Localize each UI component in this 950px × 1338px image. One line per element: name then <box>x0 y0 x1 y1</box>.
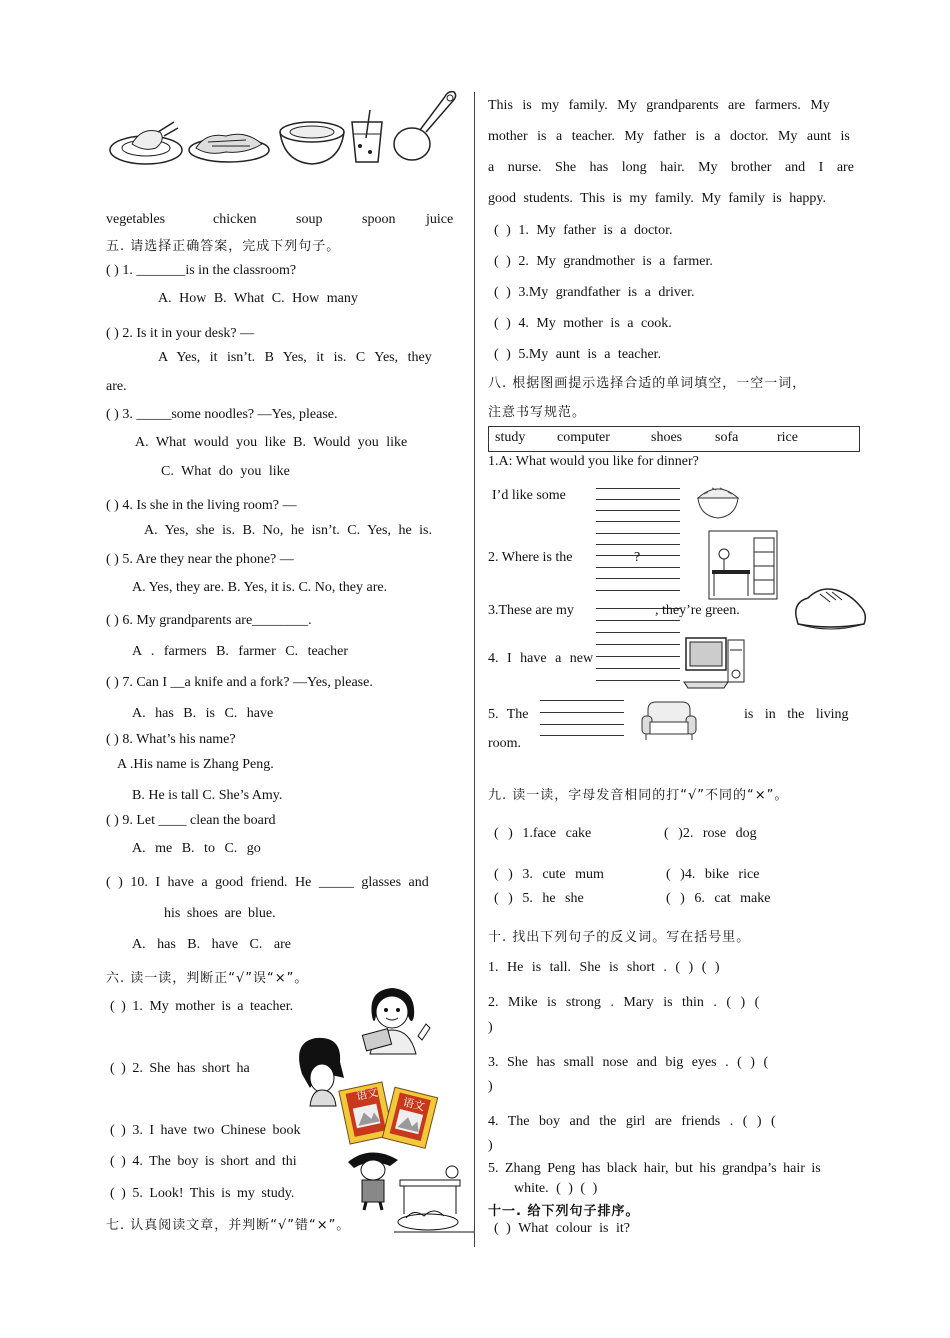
s10-question-5-cont: white. ( ) ( ) <box>514 1181 598 1196</box>
s8-question-3: 3.These are my <box>488 603 574 618</box>
s5-question-7: ( ) 7. Can I __a knife and a fork? —Yes, please. <box>106 675 373 690</box>
word-bank-rice: rice <box>777 430 798 445</box>
s7-item-2: ( ) 2. My grandmother is a farmer. <box>494 254 713 269</box>
s5-question-3-options: A. What would you like B. Would you like <box>135 435 408 450</box>
s9-row-1a: ( ) 1.face cake <box>494 826 592 841</box>
s6-item-4: ( ) 4. The boy is short and thi <box>110 1154 297 1169</box>
s8-question-5b: is in the living <box>744 707 849 722</box>
column-divider <box>474 92 475 1247</box>
s9-row-2a: ( ) 3. cute mum <box>494 867 604 882</box>
soup-bowl-image <box>278 118 346 168</box>
s8-question-5a: 5. The <box>488 707 529 722</box>
s5-question-2-options: A Yes, it isn’t. B Yes, it is. C Yes, they <box>158 350 432 365</box>
s9-row-3b: ( ) 6. cat make <box>666 891 771 906</box>
passage-line-4: good students. This is my family. My family is happy. <box>488 191 827 206</box>
s5-question-10-cont: his shoes are blue. <box>164 906 276 921</box>
passage-line-2: mother is a teacher. My father is a doctor. My aunt is <box>488 129 850 144</box>
s8-question-4: 4. I have a new <box>488 651 594 666</box>
food-label-vegetables: vegetables <box>106 212 166 227</box>
section-8-heading-1: 八. 根据图画提示选择合适的单词填空，一空一词， <box>488 376 807 391</box>
section-11-heading: 十一. 给下列句子排序。 <box>488 1204 640 1219</box>
s7-item-3: ( ) 3.My grandfather is a driver. <box>494 285 695 300</box>
chinese-book-label-2: 语文 <box>401 1095 427 1114</box>
sofa-image <box>640 700 698 742</box>
s5-question-4: ( ) 4. Is she in the living room? — <box>106 498 297 513</box>
s5-question-5-options: A. Yes, they are. B. Yes, it is. C. No, they are. <box>132 580 388 595</box>
s5-question-8-options-2: B. He is tall C. She’s Amy. <box>132 788 283 803</box>
s5-question-6-options: A . farmers B. farmer C. teacher <box>132 644 348 659</box>
s5-question-9: ( ) 9. Let ____ clean the board <box>106 813 276 828</box>
s7-item-5: ( ) 5.My aunt is a teacher. <box>494 347 662 362</box>
section-7-heading: 七. 认真阅读文章，并判断“√”错“×”。 <box>106 1218 351 1233</box>
s6-item-2: ( ) 2. She has short ha <box>110 1061 250 1076</box>
word-bank-shoes: shoes <box>651 430 683 445</box>
section-6-heading: 六. 读一读，判断正“√”误“×”。 <box>106 971 309 986</box>
study-room-image <box>394 1160 474 1234</box>
word-bank-study: study <box>495 430 526 445</box>
s10-question-2: 2. Mike is strong . Mary is thin . ( ) ( <box>488 995 760 1010</box>
s8-question-3b: , they’re green. <box>655 603 740 618</box>
s5-question-8-options: A .His name is Zhang Peng. <box>117 757 274 772</box>
study-room-picture <box>708 530 778 600</box>
juice-glass-image <box>346 108 388 166</box>
computer-image <box>684 634 748 690</box>
s6-item-3: ( ) 3. I have two Chinese book <box>110 1123 301 1138</box>
shoes-image <box>790 580 870 636</box>
word-bank-sofa: sofa <box>715 430 739 445</box>
passage-line-3: a nurse. She has long hair. My brother and I are <box>488 160 854 175</box>
s5-question-2-cont: are. <box>106 379 127 394</box>
s9-row-2b: ( )4. bike rice <box>666 867 760 882</box>
section-10-heading: 十. 找出下列句子的反义词。写在括号里。 <box>488 930 751 945</box>
s5-question-4-options: A. Yes, she is. B. No, he isn’t. C. Yes, he is. <box>144 523 433 538</box>
word-bank-computer: computer <box>557 430 610 445</box>
s10-question-1: 1. He is tall. She is short . ( ) ( ) <box>488 960 720 975</box>
s8-question-2-mark: ? <box>634 550 641 565</box>
s7-item-4: ( ) 4. My mother is a cook. <box>494 316 672 331</box>
s5-question-8: ( ) 8. What’s his name? <box>106 732 236 747</box>
s5-question-10-options: A. has B. have C. are <box>132 937 291 952</box>
s8-question-5c: room. <box>488 736 522 751</box>
s5-question-7-options: A. has B. is C. have <box>132 706 274 721</box>
s5-question-9-options: A. me B. to C. go <box>132 841 261 856</box>
word-bank-box <box>488 426 860 452</box>
s10-question-3-cont: ) <box>488 1079 493 1094</box>
s5-question-3-options-2: C. What do you like <box>161 464 290 479</box>
vegetables-plate-image <box>108 118 184 168</box>
s11-question-1: ( ) What colour is it? <box>494 1221 630 1236</box>
food-label-chicken: chicken <box>213 212 257 227</box>
s10-question-4: 4. The boy and the girl are friends . ( ) ( <box>488 1114 776 1129</box>
s8-question-1: 1.A: What would you like for dinner? <box>488 454 699 469</box>
s8-question-2: 2. Where is the <box>488 550 573 565</box>
s5-question-3: ( ) 3. _____some noodles? —Yes, please. <box>106 407 338 422</box>
chinese-book-label-1: 语文 <box>354 1085 380 1104</box>
s5-question-5: ( ) 5. Are they near the phone? — <box>106 552 294 567</box>
spoon-image <box>390 92 460 166</box>
section-9-heading: 九. 读一读，字母发音相同的打“√”不同的“×”。 <box>488 788 789 803</box>
s7-item-1: ( ) 1. My father is a doctor. <box>494 223 673 238</box>
food-label-soup: soup <box>296 212 323 227</box>
s6-item-5: ( ) 5. Look! This is my study. <box>110 1186 295 1201</box>
s10-question-3: 3. She has small nose and big eyes . ( ) ( <box>488 1055 769 1070</box>
section-8-heading-2: 注意书写规范。 <box>488 405 587 420</box>
teacher-woman-image <box>352 986 432 1056</box>
s6-item-1: ( ) 1. My mother is a teacher. <box>110 999 294 1014</box>
rice-bowl-image <box>694 480 742 520</box>
s10-question-5: 5. Zhang Peng has black hair, but his grandpa’s hair is <box>488 1161 821 1176</box>
passage-line-1: This is my family. My grandparents are farmers. My <box>488 98 830 113</box>
s10-question-2-cont: ) <box>488 1020 493 1035</box>
s5-question-1-options: A. How B. What C. How many <box>158 291 358 306</box>
chicken-plate-image <box>186 124 272 168</box>
s5-question-1: ( ) 1. _______is in the classroom? <box>106 263 297 278</box>
s5-question-6: ( ) 6. My grandparents are________. <box>106 613 312 628</box>
food-label-juice: juice <box>426 212 454 227</box>
s5-question-10: ( ) 10. I have a good friend. He _____ glasses and <box>106 875 429 890</box>
s5-question-2: ( ) 2. Is it in your desk? — <box>106 326 255 341</box>
s9-row-1b: ( )2. rose dog <box>664 826 757 841</box>
food-label-spoon: spoon <box>362 212 396 227</box>
s10-question-4-cont: ) <box>488 1138 493 1153</box>
section-5-heading: 五. 请选择正确答案，完成下列句子。 <box>106 239 341 254</box>
s8-question-1b: I’d like some <box>492 488 566 503</box>
s9-row-3a: ( ) 5. he she <box>494 891 584 906</box>
